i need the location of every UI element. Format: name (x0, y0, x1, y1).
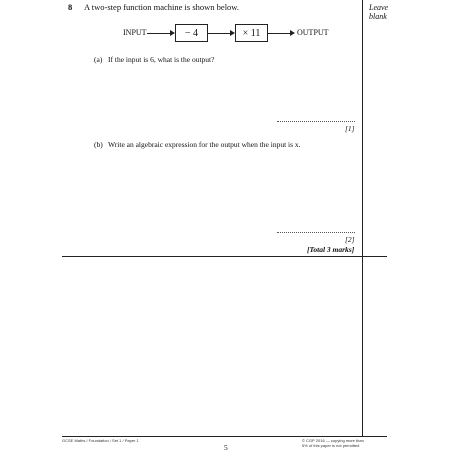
leave-label: Leave (369, 3, 389, 12)
blank-label: blank (369, 12, 387, 21)
part-a-marks: [1] (345, 124, 355, 133)
part-a-answer-line[interactable] (277, 121, 355, 122)
page-number: 5 (224, 443, 228, 452)
arrow-output-line (267, 33, 290, 34)
part-a-label: (a) (94, 55, 103, 64)
question-text: A two-step function machine is shown below. (84, 2, 240, 12)
margin-divider (362, 0, 363, 436)
part-b-answer-line[interactable] (277, 232, 355, 233)
question-number: 8 (68, 2, 73, 12)
total-marks: [Total 3 marks] (307, 245, 355, 254)
footer-divider (62, 436, 387, 437)
copyright-line1: © CGP 2016 — copying more than (302, 438, 364, 443)
output-label: OUTPUT (297, 28, 329, 37)
footer-paper-info: GCSE Maths / Foundation / Set 1 / Paper 1 (62, 438, 139, 443)
part-b-marks: [2] (345, 235, 355, 244)
copyright-line2: 5% of this paper is not permitted (302, 443, 360, 448)
question-divider (62, 256, 387, 257)
arrow-middle-line (207, 33, 230, 34)
step-box-multiply: × 11 (235, 24, 268, 42)
part-b-text: Write an algebraic expression for the output when the input is x. (108, 140, 301, 149)
step-box-subtract: − 4 (175, 24, 208, 42)
input-label: INPUT (123, 28, 147, 37)
footer-copyright (302, 438, 364, 448)
part-a-text: If the input is 6, what is the output? (108, 55, 215, 64)
leave-blank-label (369, 3, 388, 21)
arrow-output-head (290, 30, 295, 36)
arrow-input-line (147, 33, 170, 34)
part-b-label: (b) (94, 140, 103, 149)
